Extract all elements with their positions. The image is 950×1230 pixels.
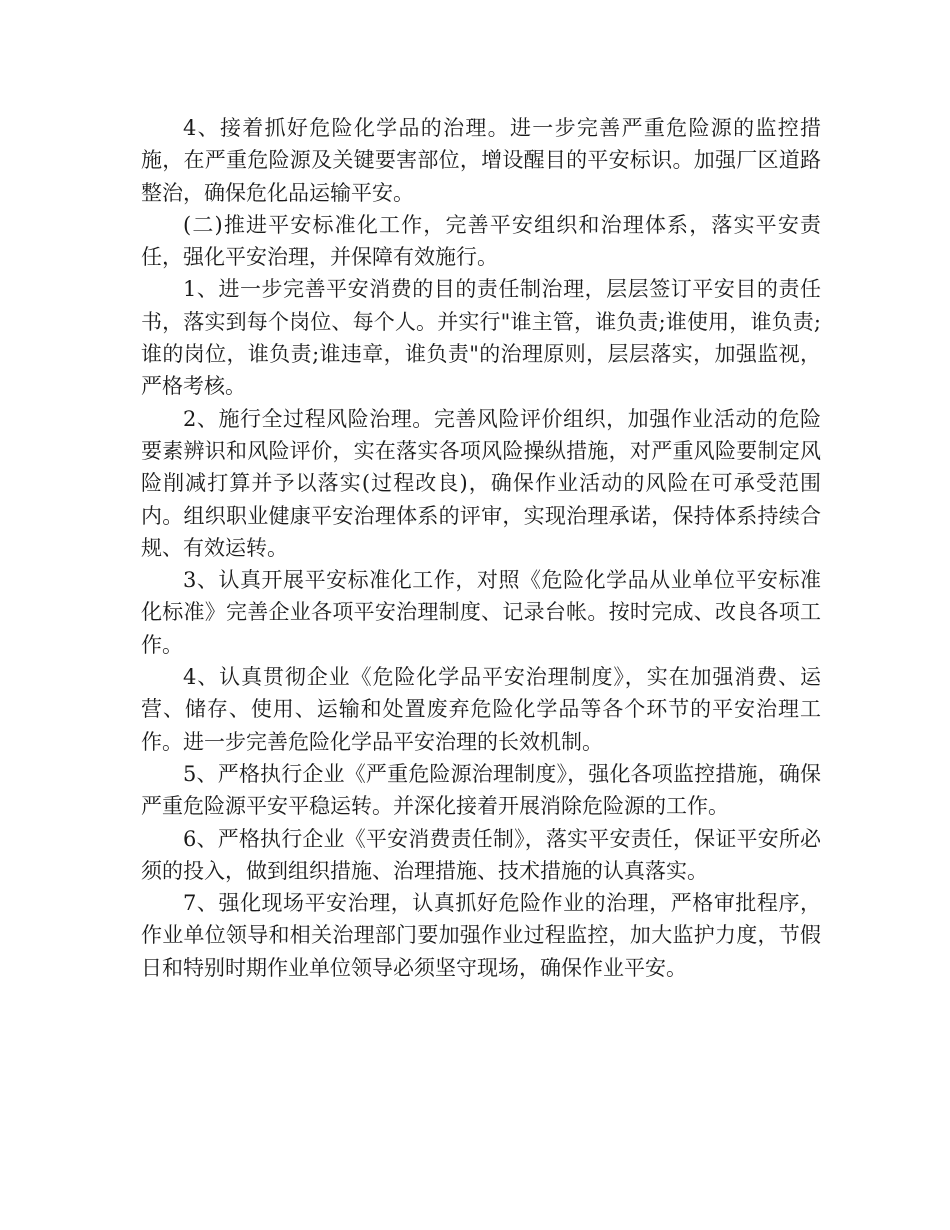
paragraph-item-7-site-management: 7、强化现场平安治理，认真抓好危险作业的治理，严格审批程序，作业单位领导和相关治理部门要加强作业过程监控，加大监护力度，节假日和特别时期作业单位领导必须坚守现场，确保作业平安。 (141, 891, 821, 980)
paragraph-item-5-hazard-source: 5、严格执行企业《严重危险源治理制度》，强化各项监控措施，确保严重危险源平安平稳运转。并深化接着开展消除危险源的工作。 (141, 761, 821, 819)
paragraph-item-4-regulations: 4、认真贯彻企业《危险化学品平安治理制度》，实在加强消费、运营、储存、使用、运输和处置废弃危险化学品等各个环节的平安治理工作。进一步完善危险化学品平安治理的长效机制。 (141, 665, 821, 754)
paragraph-section-2-heading: (二)推进平安标准化工作，完善平安组织和治理体系，落实平安责任，强化平安治理，并保障有效施行。 (141, 212, 821, 270)
paragraph-item-2-risk: 2、施行全过程风险治理。完善风险评价组织，加强作业活动的危险要素辨识和风险评价，实在落实各项风险操纵措施，对严重风险要制定风险削减打算并予以落实(过程改良)，确保作业活动的风险在可承受范围内。组织职业健康平安治理体系的评审，实现治理承诺，保持体系持续合规、有效运转。 (141, 406, 821, 560)
document-body (141, 112, 821, 984)
paragraph-item-3-standardization: 3、认真开展平安标准化工作，对照《危险化学品从业单位平安标准化标准》完善企业各项平安治理制度、记录台帐。按时完成、改良各项工作。 (141, 568, 821, 657)
paragraph-item-1-responsibility: 1、进一步完善平安消费的目的责任制治理，层层签订平安目的责任书，落实到每个岗位、每个人。并实行"谁主管，谁负责;谁使用，谁负责;谁的岗位，谁负责;谁违章，谁负责"的治理原则，层层落实，加强监视，严格考核。 (141, 277, 821, 399)
paragraph-item-4-hazmat: 4、接着抓好危险化学品的治理。进一步完善严重危险源的监控措施，在严重危险源及关键要害部位，增设醒目的平安标识。加强厂区道路整治，确保危化品运输平安。 (141, 116, 821, 205)
paragraph-item-6-safety-responsibility: 6、严格执行企业《平安消费责任制》，落实平安责任，保证平安所必须的投入，做到组织措施、治理措施、技术措施的认真落实。 (141, 826, 821, 883)
